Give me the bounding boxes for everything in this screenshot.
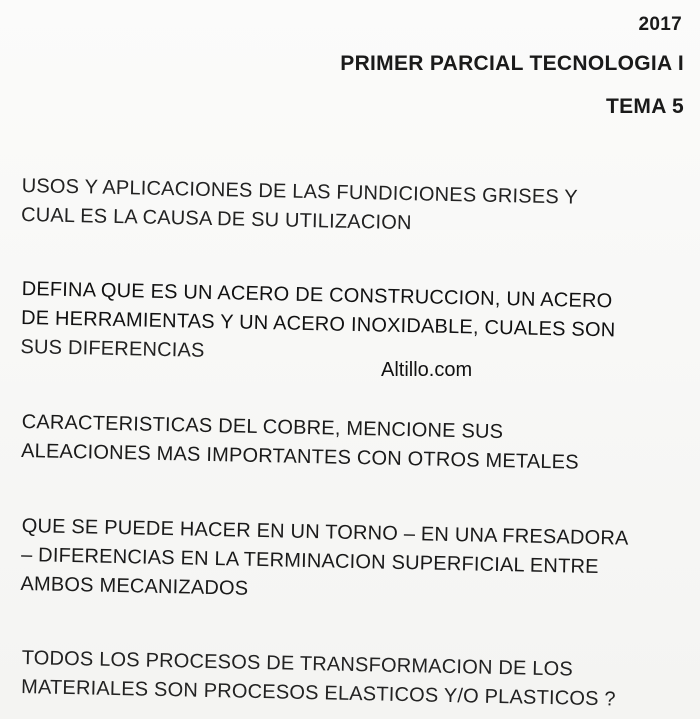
question-3: [21, 408, 682, 480]
question-5: [21, 644, 682, 716]
question-line: AMBOS MECANIZADOS: [20, 572, 249, 600]
question-line: CUAL ES LA CAUSA DE SU UTILIZACION: [20, 203, 412, 235]
question-line: MATERIALES SON PROCESOS ELASTICOS Y/O PLASTICOS ?: [20, 675, 616, 711]
question-line: DE HERRAMIENTAS Y UN ACERO INOXIDABLE, CUALES SON: [20, 306, 616, 342]
question-line: USOS Y APLICACIONES DE LAS FUNDICIONES GRISES Y: [21, 174, 579, 209]
question-line: TODOS LOS PROCESOS DE TRANSFORMACION DE LOS: [21, 646, 574, 681]
question-2: [20, 275, 682, 376]
question-line: SUS DIFERENCIAS: [20, 335, 205, 362]
watermark: Altillo.com: [381, 359, 473, 381]
exam-year: 2017: [638, 14, 682, 35]
question-line: ALEACIONES MAS IMPORTANTES CON OTROS METALES: [20, 439, 580, 474]
question-4: [20, 512, 682, 613]
question-1: [21, 172, 682, 244]
question-line: DEFINA QUE ES UN ACERO DE CONSTRUCCION, UN ACERO: [21, 277, 613, 313]
question-line: – DIFERENCIAS EN LA TERMINACION SUPERFICIAL ENTRE: [20, 543, 599, 579]
exam-theme: TEMA 5: [605, 95, 684, 118]
exam-title: PRIMER PARCIAL TECNOLOGIA I: [340, 52, 684, 75]
question-line: CARACTERISTICAS DEL COBRE, MENCIONE SUS: [21, 410, 504, 444]
question-line: QUE SE PUEDE HACER EN UN TORNO – EN UNA FRESADORA: [21, 514, 629, 550]
